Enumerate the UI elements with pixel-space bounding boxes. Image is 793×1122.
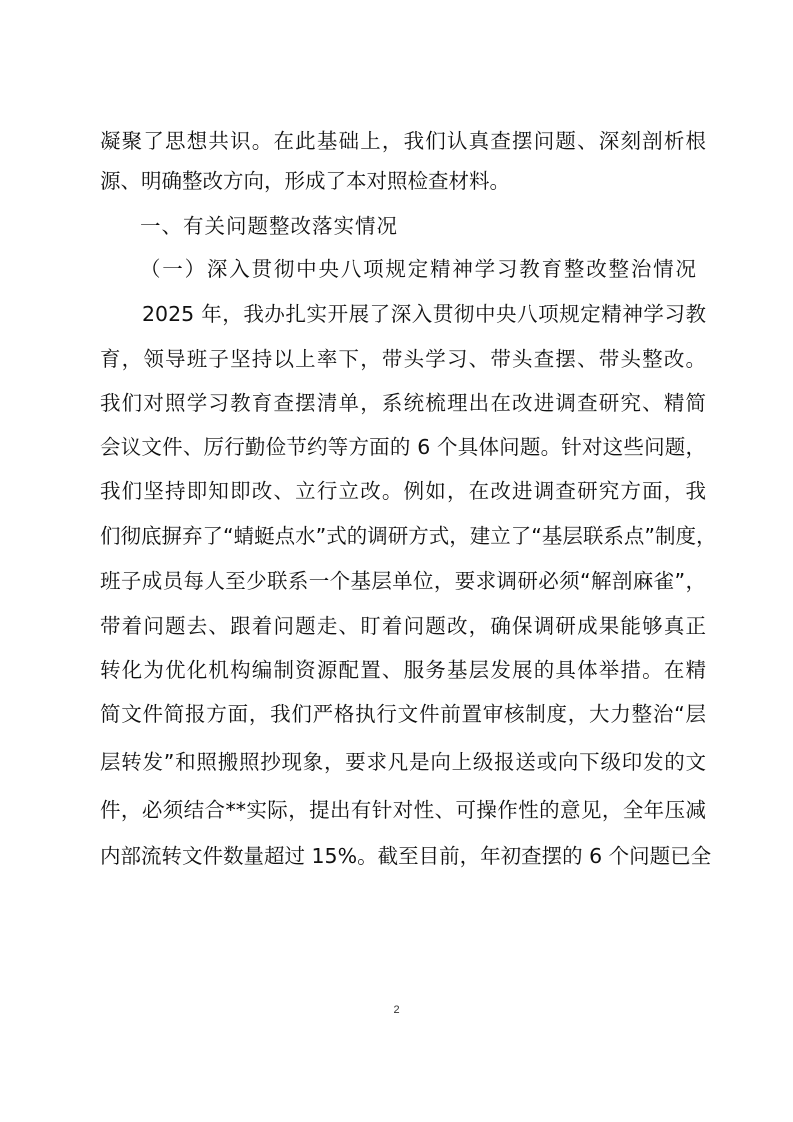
body-text-line: 带着问题去、跟着问题走、盯着问题改，确保调研成果能够真正 — [100, 614, 706, 638]
body-text-line: 育，领导班子坚持以上率下，带头学习、带头查摆、带头整改。 — [100, 347, 706, 371]
body-text-line: 源、明确整改方向，形成了本对照检查材料。 — [100, 169, 510, 193]
body-text-line: 我们对照学习教育查摆清单，系统梳理出在改进调查研究、精简 — [100, 391, 706, 415]
body-text-line: 转化为优化机构编制资源配置、服务基层发展的具体举措。在精 — [100, 658, 706, 682]
section-heading: 一、有关问题整改落实情况 — [140, 214, 398, 238]
body-text-line: 2025 年，我办扎实开展了深入贯彻中央八项规定精神学习教 — [142, 302, 706, 326]
body-text-line: 层转发”和照搬照抄现象，要求凡是向上级报送或向下级印发的文 — [100, 750, 706, 774]
body-text-line: 凝聚了思想共识。在此基础上，我们认真查摆问题、深刻剖析根 — [100, 129, 706, 153]
subsection-heading: （一）深入贯彻中央八项规定精神学习教育整改整治情况 — [140, 257, 696, 281]
page-number: 2 — [393, 1004, 400, 1016]
body-text-line: 件，必须结合**实际，提出有针对性、可操作性的意见，全年压减 — [100, 798, 706, 822]
body-text-line: 班子成员每人至少联系一个基层单位，要求调研必须“解剖麻雀”， — [100, 569, 706, 593]
body-text-line: 会议文件、厉行勤俭节约等方面的 6 个具体问题。针对这些问题， — [100, 435, 706, 459]
body-text-line: 我们坚持即知即改、立行立改。例如，在改进调查研究方面，我 — [100, 479, 706, 503]
body-text-line: 们彻底摒弃了“蜻蜓点水”式的调研方式，建立了“基层联系点”制度， — [100, 524, 717, 548]
body-text-line: 内部流转文件数量超过 15%。截至目前，年初查摆的 6 个问题已全 — [100, 844, 712, 868]
body-text-line: 简文件简报方面，我们严格执行文件前置审核制度，大力整治“层 — [100, 702, 706, 726]
